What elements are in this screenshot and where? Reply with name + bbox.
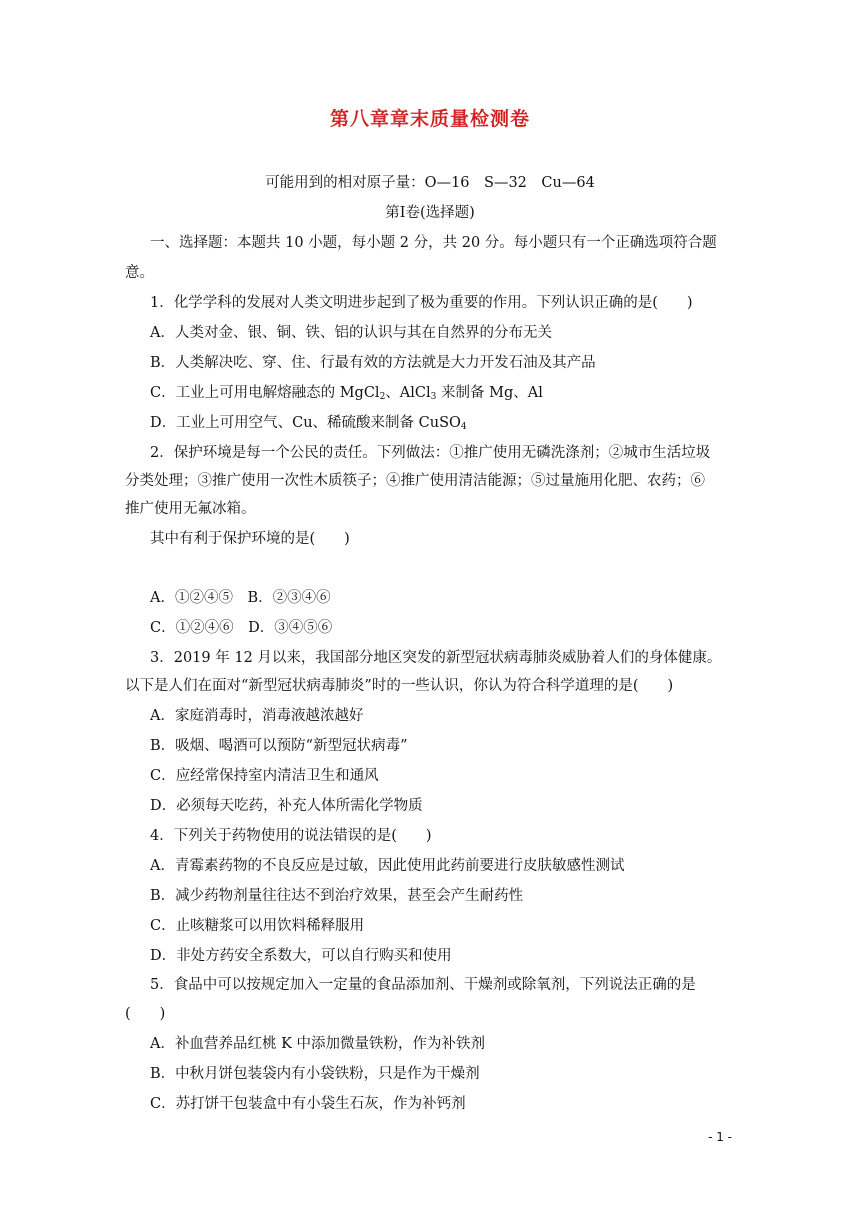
q1-stem: 1．化学学科的发展对人类文明进步起到了极为重要的作用。下列认识正确的是( ) (150, 295, 693, 311)
q4-option-a: A．青霉素药物的不良反应是过敏，因此使用此药前要进行皮肤敏感性测试 (150, 858, 625, 874)
q3-option-d: D．必须每天吃药，补充人体所需化学物质 (150, 798, 423, 814)
q2-options-ab: A．①②④⑤ B．②③④⑥ (150, 590, 331, 606)
q4-option-d: D．非处方药安全系数大，可以自行购买和使用 (150, 948, 452, 964)
q1-option-d: D．工业上可用空气、Cu、稀硫酸来制备 CuSO$_4$ (150, 415, 467, 432)
q2-stem-line1: 2．保护环境是每一个公民的责任。下列做法：①推广使用无磷洗涤剂；②城市生活垃圾 (150, 445, 711, 461)
q2-stem-line2: 分类处理；③推广使用一次性木质筷子；④推广使用清洁能源；⑤过量施用化肥、农药；⑥ (125, 473, 705, 489)
page-title: 第八章章末质量检测卷 (329, 108, 530, 130)
page-number: - 1 - (708, 1130, 732, 1144)
q5-option-b: B．中秋月饼包装袋内有小袋铁粉，只是作为干燥剂 (150, 1066, 480, 1082)
q3-stem-line1: 3．2019 年 12 月以来，我国部分地区突发的新型冠状病毒肺炎威胁着人们的身体健康。 (150, 650, 722, 666)
q4-option-c: C．止咳糖浆可以用饮料稀释服用 (150, 918, 365, 934)
q3-option-c: C．应经常保持室内清洁卫生和通风 (150, 768, 379, 784)
q5-stem-line1: 5．食品中可以按规定加入一定量的食品添加剂、干燥剂或除氧剂，下列说法正确的是 (150, 977, 696, 993)
q3-option-a: A．家庭消毒时，消毒液越浓越好 (150, 708, 364, 724)
section-instruction: 一、选择题：本题共 10 小题，每小题 2 分，共 20 分。每小题只有一个正确选项符合题 (150, 235, 717, 251)
q2-options-cd: C．①②④⑥ D．③④⑤⑥ (150, 620, 333, 636)
atomic-masses: 可能用到的相对原子量：O—16 S—32 Cu—64 (265, 175, 595, 191)
q1-option-b: B．人类解决吃、穿、住、行最有效的方法就是大力开发石油及其产品 (150, 355, 596, 371)
q5-stem-line2: ( ) (125, 1006, 166, 1022)
q4-option-b: B．减少药物剂量往往达不到治疗效果，甚至会产生耐药性 (150, 888, 524, 904)
q2-ask: 其中有利于保护环境的是( ) (150, 531, 350, 547)
part-heading: 第Ⅰ卷(选择题) (385, 205, 475, 221)
q4-stem: 4．下列关于药物使用的说法错误的是( ) (150, 828, 432, 844)
section-instruction-cont: 意。 (125, 265, 154, 281)
q5-option-c: C．苏打饼干包装盒中有小袋生石灰，作为补钙剂 (150, 1096, 466, 1112)
q1-option-a: A．人类对金、银、铜、铁、铝的认识与其在自然界的分布无关 (150, 325, 552, 341)
q5-option-a: A．补血营养品红桃 K 中添加微量铁粉，作为补铁剂 (150, 1036, 486, 1052)
q2-stem-line3: 推广使用无氟冰箱。 (125, 501, 256, 517)
q3-option-b: B．吸烟、喝酒可以预防“新型冠状病毒” (150, 738, 408, 754)
q3-stem-line2: 以下是人们在面对“新型冠状病毒肺炎”时的一些认识，你认为符合科学道理的是( ) (125, 678, 674, 694)
q1-option-c: C．工业上可用电解熔融态的 MgCl$_2$、AlCl$_3$ 来制备 Mg、Al (150, 385, 543, 402)
